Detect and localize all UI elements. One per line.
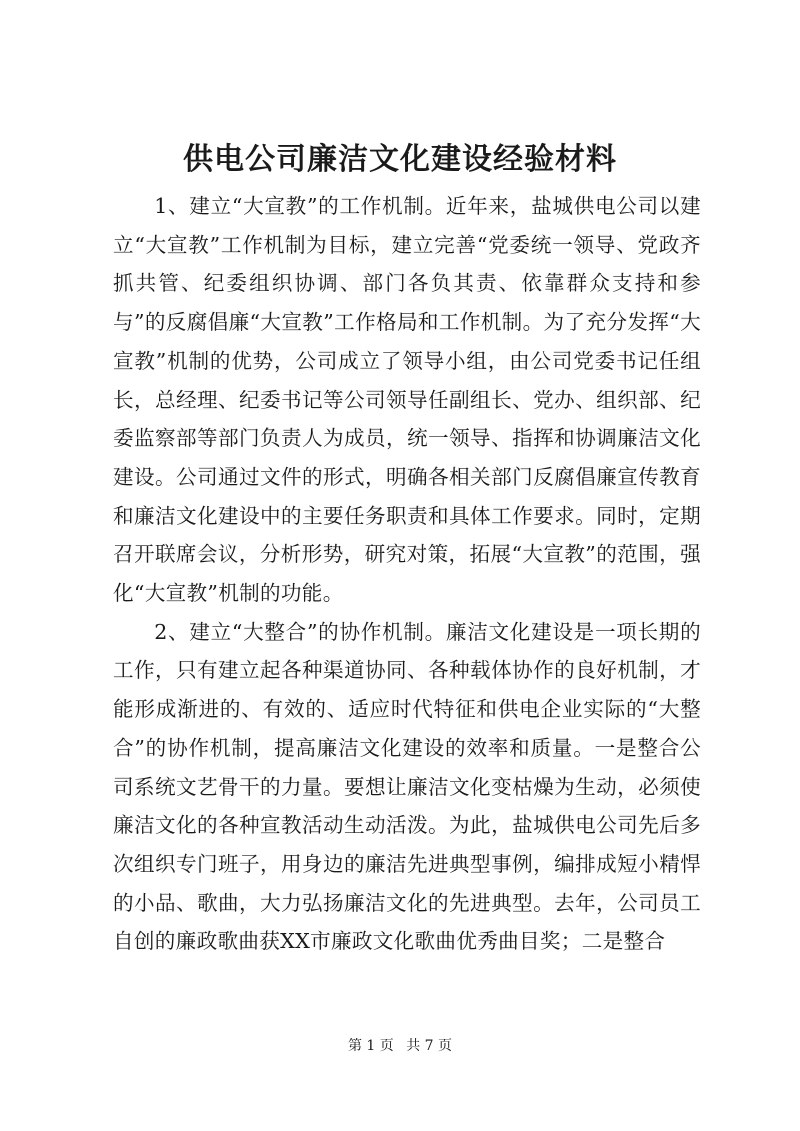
page-number: 第 1 页 <box>347 1038 394 1054</box>
paragraph-2: 2、建立“大整合”的协作机制。廉洁文化建设是一项长期的工作，只有建立起各种渠道协同、各种载体协作的良好机制，才能形成渐进的、有效的、适应时代特征和供电企业实际的“大整合”的协作机制，提高廉洁文化建设的效率和质量。一是整合公司系统文艺骨干的力量。要想让廉洁文化变枯燥为生动，必须使廉洁文化的各种宣教活动生动活泼。为此，盐城供电公司先后多次组织专门班子，用身边的廉洁先进典型事例，编排成短小精悍的小品、歌曲，大力弘扬廉洁文化的先进典型。去年，公司员工自创的廉政歌曲获XX市廉政文化歌曲优秀曲目奖；二是整合 <box>113 619 701 954</box>
document-body <box>113 187 701 961</box>
page-total: 共 7 页 <box>406 1038 453 1054</box>
document-title: 供电公司廉洁文化建设经验材料 <box>183 142 617 177</box>
paragraph-1: 1、建立“大宣教”的工作机制。近年来，盐城供电公司以建立“大宣教”工作机制为目标，建立完善“党委统一领导、党政齐抓共管、纪委组织协调、部门各负其责、依靠群众支持和参与”的反腐倡廉“大宣教”工作格局和工作机制。为了充分发挥“大宣教”机制的优势，公司成立了领导小组，由公司党委书记任组长，总经理、纪委书记等公司领导任副组长、党办、组织部、纪委监察部等部门负责人为成员，统一领导、指挥和协调廉洁文化建设。公司通过文件的形式，明确各相关部门反腐倡廉宣传教育和廉洁文化建设中的主要任务职责和具体工作要求。同时，定期召开联席会议，分析形势，研究对策，拓展“大宣教”的范围，强化“大宣教”机制的功能。 <box>113 194 701 606</box>
page-footer <box>0 1036 800 1056</box>
